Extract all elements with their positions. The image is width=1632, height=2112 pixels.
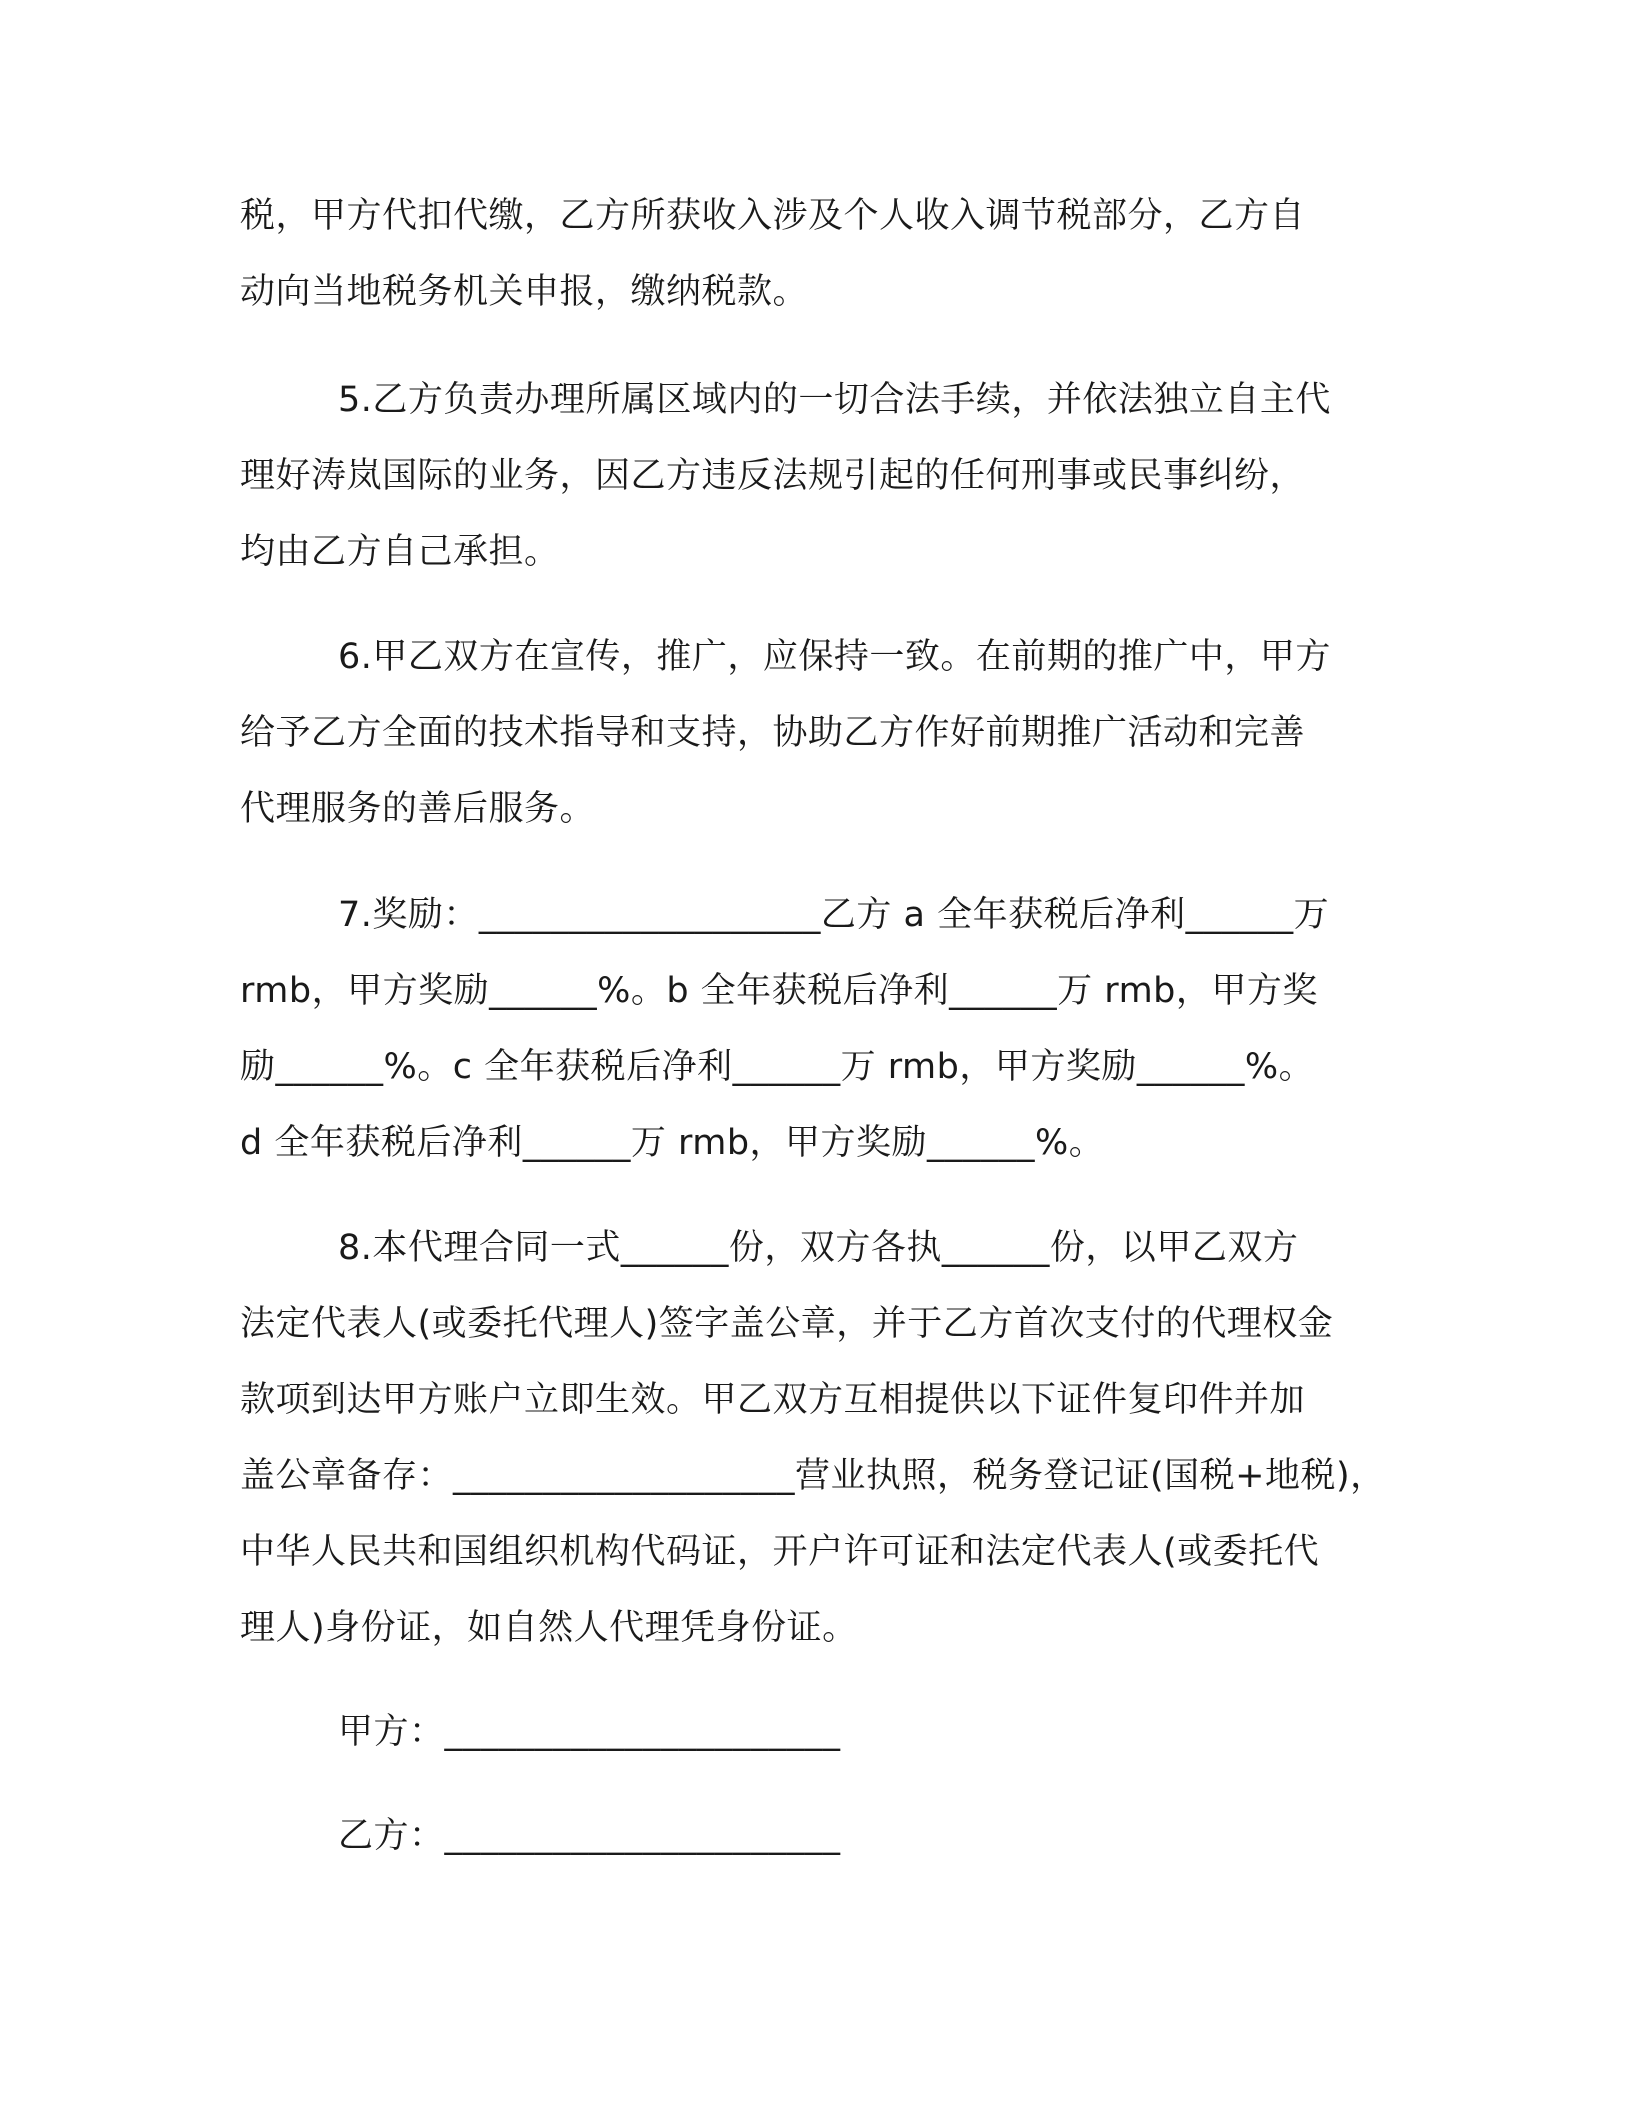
text-line: rmb，甲方奖励______%。b 全年获税后净利______万 rmb，甲方奖 (240, 971, 1318, 1011)
party-a-signature-line: 甲方：______________________ (338, 1712, 841, 1752)
text-line: 盖公章备存：___________________营业执照，税务登记证(国税+地税)， (240, 1456, 1386, 1496)
clause-6-line: 6.甲乙双方在宣传，推广，应保持一致。在前期的推广中，甲方 (338, 637, 1331, 677)
party-b-signature-line: 乙方：______________________ (338, 1816, 841, 1856)
clause-5-line: 5.乙方负责办理所属区域内的一切合法手续，并依法独立自主代 (338, 380, 1331, 420)
text-line: d 全年获税后净利______万 rmb，甲方奖励______%。 (240, 1123, 1105, 1163)
text-line: 中华人民共和国组织机构代码证，开户许可证和法定代表人(或委托代 (240, 1532, 1320, 1572)
text-line: 理好涛岚国际的业务，因乙方违反法规引起的任何刑事或民事纠纷， (240, 456, 1306, 496)
text-line: 均由乙方自己承担。 (240, 532, 560, 572)
clause-7-line: 7.奖励：___________________乙方 a 全年获税后净利______万 (338, 895, 1330, 935)
document-page (240, 0, 1420, 2112)
text-line: 税，甲方代扣代缴，乙方所获收入涉及个人收入调节税部分，乙方自 (240, 196, 1306, 236)
text-line: 代理服务的善后服务。 (240, 789, 596, 829)
text-line: 法定代表人(或委托代理人)签字盖公章，并于乙方首次支付的代理权金 (240, 1304, 1334, 1344)
text-line: 动向当地税务机关申报，缴纳税款。 (240, 272, 809, 312)
text-line: 款项到达甲方账户立即生效。甲乙双方互相提供以下证件复印件并加 (240, 1380, 1306, 1420)
text-line: 给予乙方全面的技术指导和支持，协助乙方作好前期推广活动和完善 (240, 713, 1306, 753)
text-line: 理人)身份证，如自然人代理凭身份证。 (240, 1608, 858, 1648)
clause-8-line: 8.本代理合同一式______份，双方各执______份，以甲乙双方 (338, 1228, 1299, 1268)
text-line: 励______%。c 全年获税后净利______万 rmb，甲方奖励______%。 (240, 1047, 1315, 1087)
